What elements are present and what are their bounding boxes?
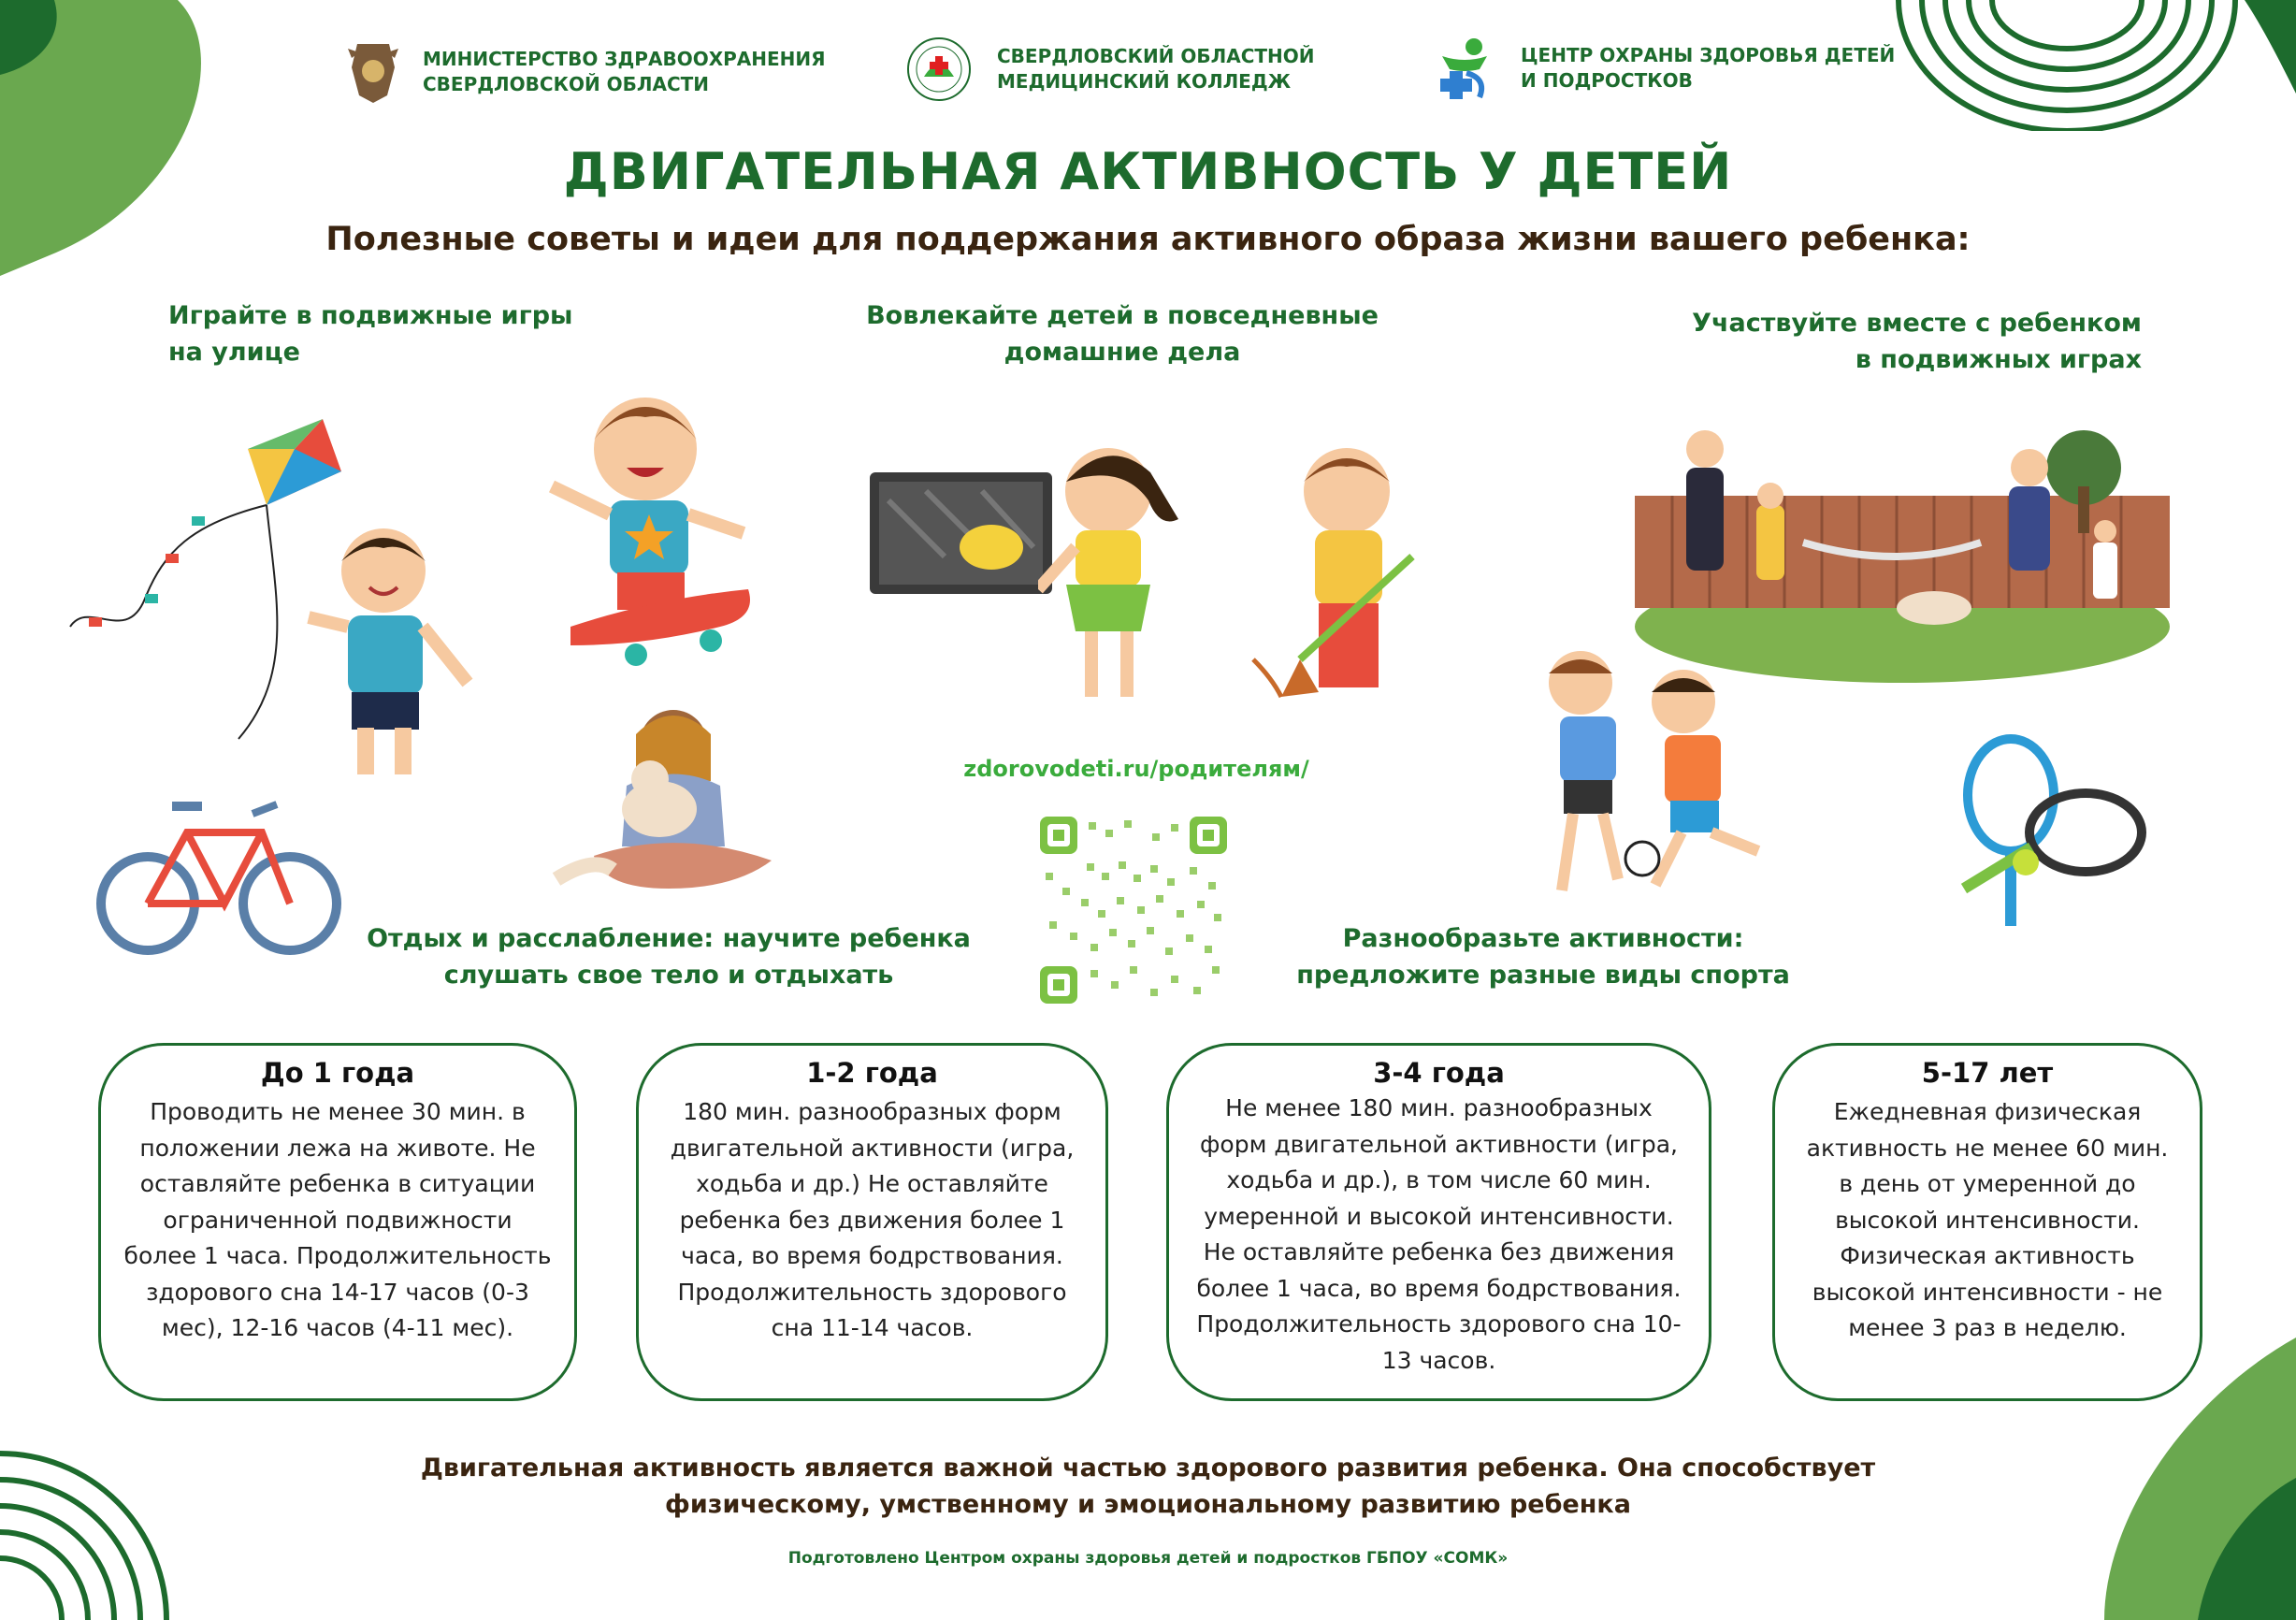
age-card-0-1 — [98, 1043, 577, 1401]
card-line: Проводить не менее 30 мин. в — [150, 1098, 526, 1125]
bicycle-illustration — [94, 795, 346, 963]
card-line: Физическая активность — [1840, 1242, 2135, 1269]
card-line: двигательной активности (игра, — [670, 1134, 1075, 1162]
logo-health-center-line1: ЦЕНТР ОХРАНЫ ЗДОРОВЬЯ ДЕТЕЙ — [1521, 44, 1896, 66]
skateboard-boy-illustration — [533, 374, 758, 683]
card-line: ребенка без движения более 1 — [679, 1206, 1065, 1234]
conclusion-line2: физическому, умственному и эмоциональному развитию ребенка — [665, 1490, 1631, 1519]
logo-ministry-line2: СВЕРДЛОВСКОЙ ОБЛАСТИ — [423, 73, 710, 95]
qr-code-icon[interactable] — [1040, 817, 1227, 1004]
logo-ministry-line1: МИНИСТЕРСТВО ЗДРАВООХРАНЕНИЯ — [423, 48, 826, 70]
card-line: форм двигательной активности (игра, — [1200, 1130, 1678, 1158]
card-line: высокой интенсивности. — [1835, 1206, 2140, 1234]
card-line: оставляйте ребенка в ситуации — [139, 1170, 536, 1197]
card-line: умеренной и высокой интенсивности. — [1204, 1202, 1674, 1230]
tip-chores-line2: домашние дела — [1004, 338, 1241, 367]
tip-outdoor — [168, 297, 572, 370]
logo-college-line1: СВЕРДЛОВСКИЙ ОБЛАСТНОЙ — [997, 45, 1315, 67]
card-line: ходьба и др.), в том числе 60 мин. — [1226, 1166, 1652, 1193]
card-line: Продолжительность здорового — [677, 1278, 1067, 1306]
page-title: ДВИГАТЕЛЬНАЯ АКТИВНОСТЬ У ДЕТЕЙ — [563, 142, 1733, 201]
logo-college-line2: МЕДИЦИНСКИЙ КОЛЛЕДЖ — [997, 70, 1292, 93]
girl-dusting-illustration — [1038, 426, 1188, 706]
tip-variety-line1: Разнообразьте активности: — [1342, 924, 1744, 953]
card-line: менее 3 раз в неделю. — [1848, 1314, 2127, 1341]
footer-credit: Подготовлено Центром охраны здоровья детей и подростков ГБПОУ «СОМК» — [787, 1549, 1509, 1568]
kids-soccer-illustration — [1524, 645, 1824, 907]
logo-health-center — [1433, 36, 1895, 101]
college-seal-icon — [905, 36, 973, 103]
card-line: мес), 12-16 часов (4-11 мес). — [161, 1314, 514, 1341]
tip-outdoor-line1: Играйте в подвижные игры — [168, 301, 573, 330]
conclusion-text — [0, 1450, 2296, 1523]
age-card-text — [1792, 1094, 2183, 1347]
tip-chores-line1: Вовлекайте детей в повседневные — [866, 301, 1379, 330]
card-line: ограниченной подвижности — [163, 1206, 513, 1234]
card-line: Продолжительность здорового сна 10- — [1196, 1310, 1682, 1338]
card-line: в день от умеренной до — [1839, 1170, 2136, 1197]
logo-college — [905, 36, 1315, 103]
card-line: более 1 часа. Продолжительность — [123, 1242, 552, 1269]
age-card-3-4 — [1166, 1043, 1711, 1401]
tip-variety — [1281, 920, 1805, 993]
health-center-logo-icon — [1433, 36, 1496, 101]
tv-cleaning-illustration — [870, 472, 1052, 594]
card-line: ходьба и др.) Не оставляйте — [696, 1170, 1048, 1197]
card-line: 180 мин. разнообразных форм — [683, 1098, 1061, 1125]
tip-chores — [832, 297, 1412, 370]
card-line: Ежедневная физическая — [1833, 1098, 2142, 1125]
card-line: сна 11-14 часов. — [771, 1314, 974, 1341]
age-card-1-2 — [636, 1043, 1108, 1401]
girl-with-dog-illustration — [547, 697, 790, 898]
age-card-title: 5-17 лет — [1921, 1057, 2054, 1089]
tip-rest — [355, 920, 982, 993]
age-card-text — [1186, 1091, 1692, 1379]
card-line: Не оставляйте ребенка без движения — [1203, 1238, 1675, 1266]
card-line: высокой интенсивности - не — [1812, 1278, 2163, 1306]
logo-ministry — [348, 39, 826, 105]
boy-sweeping-illustration — [1244, 426, 1431, 706]
conclusion-line1: Двигательная активность является важной частью здорового развития ребенка. Она способствует — [420, 1454, 1876, 1483]
page-subtitle: Полезные советы и идеи для поддержания активного образа жизни вашего ребенка: — [325, 221, 1971, 258]
tip-rest-line2: слушать свое тело и отдыхать — [443, 961, 894, 990]
age-card-title: 1-2 года — [806, 1057, 938, 1089]
age-card-title: 3-4 года — [1373, 1057, 1505, 1089]
boy-with-kite-illustration — [290, 514, 486, 795]
age-card-5-17 — [1772, 1043, 2202, 1401]
arcs-top-right — [1870, 0, 2296, 131]
tip-together-line2: в подвижных играх — [1855, 345, 2142, 374]
coat-of-arms-icon — [348, 39, 398, 105]
card-line: более 1 часа, во время бодрствования. — [1196, 1274, 1682, 1302]
age-card-text — [118, 1094, 557, 1347]
card-line: 13 часов. — [1381, 1346, 1496, 1374]
tip-rest-line1: Отдых и расслабление: научите ребенка — [367, 924, 971, 953]
card-line: Не менее 180 мин. разнообразных — [1225, 1094, 1653, 1121]
card-line: здорового сна 14-17 часов (0-3 — [146, 1278, 529, 1306]
tennis-rackets-illustration — [1955, 730, 2151, 926]
card-line: активность не менее 60 мин. — [1806, 1134, 2169, 1162]
logo-health-center-line2: И ПОДРОСТКОВ — [1521, 69, 1693, 92]
tip-together-line1: Участвуйте вместе с ребенком — [1692, 309, 2142, 338]
tip-variety-line2: предложите разные виды спорта — [1296, 961, 1790, 990]
card-line: положении лежа на животе. Не — [139, 1134, 536, 1162]
family-badminton-illustration — [1635, 412, 2170, 683]
tip-outdoor-line2: на улице — [168, 338, 300, 367]
card-line: часа, во время бодрствования. — [681, 1242, 1063, 1269]
website-url[interactable]: zdorovodeti.ru/родителям/ — [963, 756, 1309, 782]
age-card-title: До 1 года — [260, 1057, 415, 1089]
age-card-text — [656, 1094, 1089, 1347]
tip-together — [1590, 305, 2142, 378]
